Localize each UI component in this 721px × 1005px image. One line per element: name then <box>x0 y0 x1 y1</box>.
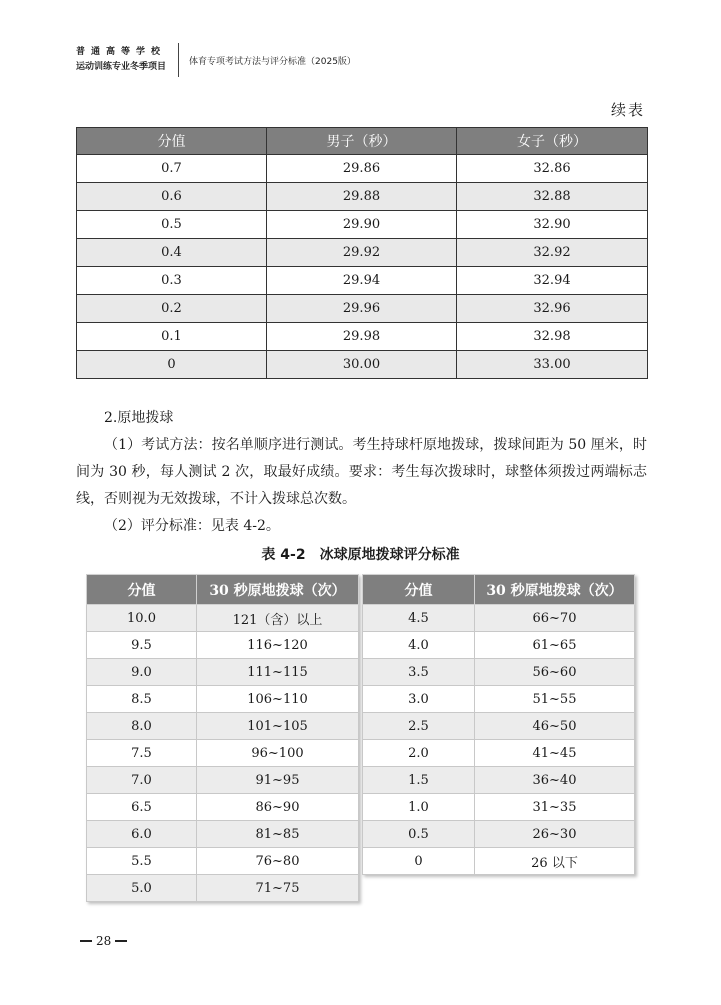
table-cell: 8.0 <box>87 713 197 740</box>
table-cell: 7.5 <box>87 740 197 767</box>
table-row <box>363 794 635 821</box>
column-header: 分值 <box>363 575 475 605</box>
table-cell: 1.0 <box>363 794 475 821</box>
table-row <box>363 659 635 686</box>
table-row <box>77 351 648 379</box>
table-cell: 0.1 <box>77 323 267 351</box>
table-cell: 86~90 <box>197 794 359 821</box>
column-header: 30 秒原地拨球（次） <box>197 575 359 605</box>
table-row <box>363 848 635 875</box>
table-cell: 111~115 <box>197 659 359 686</box>
table-cell: 9.0 <box>87 659 197 686</box>
table-row <box>363 821 635 848</box>
table-cell: 26 以下 <box>475 848 635 875</box>
table-cell: 6.0 <box>87 821 197 848</box>
table-cell: 121（含）以上 <box>197 605 359 632</box>
column-header: 男子（秒） <box>267 128 457 155</box>
table-row <box>87 686 359 713</box>
table-row <box>363 767 635 794</box>
table-cell: 51~55 <box>475 686 635 713</box>
table-row <box>363 605 635 632</box>
table1-header <box>77 128 648 155</box>
school-line-1: 普通高等学校 <box>76 47 167 57</box>
header-divider <box>178 43 179 77</box>
table-row <box>87 740 359 767</box>
table-row <box>87 713 359 740</box>
table-cell: 33.00 <box>457 351 648 379</box>
section-title: 2.原地拨球 <box>104 410 174 426</box>
table-cell: 36~40 <box>475 767 635 794</box>
table-cell: 3.5 <box>363 659 475 686</box>
table-row <box>77 183 648 211</box>
table-cell: 56~60 <box>475 659 635 686</box>
continued-label: 续表 <box>610 101 645 119</box>
table-cell: 4.5 <box>363 605 475 632</box>
table-cell: 0.4 <box>77 239 267 267</box>
page-number-dash-right <box>115 940 127 942</box>
table-cell: 29.94 <box>267 267 457 295</box>
column-header: 分值 <box>87 575 197 605</box>
table-cell: 0.2 <box>77 295 267 323</box>
table-row <box>87 794 359 821</box>
table-row <box>87 767 359 794</box>
table2-caption: 表 4-2 冰球原地拨球评分标准 <box>261 547 460 563</box>
table-cell: 30.00 <box>267 351 457 379</box>
school-name <box>76 45 166 75</box>
table-cell: 32.94 <box>457 267 648 295</box>
page-number <box>76 934 131 948</box>
table-cell: 101~105 <box>197 713 359 740</box>
table-cell: 2.0 <box>363 740 475 767</box>
table-cell: 32.98 <box>457 323 648 351</box>
column-header: 30 秒原地拨球（次） <box>475 575 635 605</box>
table-cell: 29.96 <box>267 295 457 323</box>
table-row <box>77 295 648 323</box>
table-cell: 71~75 <box>197 875 359 902</box>
document-title: 体育专项考试方法与评分标准（2025版） <box>189 56 356 67</box>
table-row <box>87 659 359 686</box>
table-cell: 0.3 <box>77 267 267 295</box>
table1-body <box>77 155 648 379</box>
table-cell: 29.98 <box>267 323 457 351</box>
table-row <box>77 211 648 239</box>
page-number-value: 28 <box>96 934 112 948</box>
table-row <box>77 267 648 295</box>
table-cell: 4.0 <box>363 632 475 659</box>
table-cell: 32.92 <box>457 239 648 267</box>
column-header: 分值 <box>77 128 267 155</box>
table-cell: 76~80 <box>197 848 359 875</box>
table-cell: 0.6 <box>77 183 267 211</box>
table-cell: 8.5 <box>87 686 197 713</box>
table-cell: 61~65 <box>475 632 635 659</box>
table-row <box>87 848 359 875</box>
dribble-score-table-right <box>362 574 635 875</box>
table-row <box>363 632 635 659</box>
table-cell: 81~85 <box>197 821 359 848</box>
table-cell: 9.5 <box>87 632 197 659</box>
table-cell: 32.88 <box>457 183 648 211</box>
table-cell: 3.0 <box>363 686 475 713</box>
table-cell: 41~45 <box>475 740 635 767</box>
score-table-continued <box>76 127 648 379</box>
table-cell: 0.7 <box>77 155 267 183</box>
test-method-paragraph: （1）考试方法：按名单顺序进行测试。考生持球杆原地拨球，拨球间距为 50 厘米，时间为 30 秒，每人测试 2 次，取最好成绩。要求：考生每次拨球时，球整体须拨过两端标志线，否则视为无效拨球，不计入拨球总次数。 <box>76 437 647 507</box>
table-row <box>363 740 635 767</box>
table-cell: 106~110 <box>197 686 359 713</box>
table-cell: 91~95 <box>197 767 359 794</box>
table-cell: 5.0 <box>87 875 197 902</box>
table-row <box>77 239 648 267</box>
school-line-2: 运动训练专业冬季项目 <box>76 62 167 72</box>
table-cell: 0.5 <box>77 211 267 239</box>
table-cell: 66~70 <box>475 605 635 632</box>
table-cell: 29.92 <box>267 239 457 267</box>
table-cell: 6.5 <box>87 794 197 821</box>
table-cell: 31~35 <box>475 794 635 821</box>
table-cell: 0.5 <box>363 821 475 848</box>
table-cell: 10.0 <box>87 605 197 632</box>
table-cell: 29.90 <box>267 211 457 239</box>
table-cell: 32.96 <box>457 295 648 323</box>
table-cell: 0 <box>363 848 475 875</box>
scoring-standard-paragraph: （2）评分标准：见表 4-2。 <box>104 518 280 534</box>
table-cell: 29.86 <box>267 155 457 183</box>
page-header <box>76 42 356 78</box>
table-cell: 7.0 <box>87 767 197 794</box>
dribble-score-table-left <box>86 574 359 902</box>
table-cell: 96~100 <box>197 740 359 767</box>
table-cell: 5.5 <box>87 848 197 875</box>
table-cell: 0 <box>77 351 267 379</box>
table-row <box>87 632 359 659</box>
table-cell: 116~120 <box>197 632 359 659</box>
table-row <box>77 323 648 351</box>
table-row <box>363 713 635 740</box>
table-cell: 29.88 <box>267 183 457 211</box>
table-cell: 46~50 <box>475 713 635 740</box>
table-row <box>87 875 359 902</box>
table-row <box>87 821 359 848</box>
table-row <box>363 686 635 713</box>
table-cell: 26~30 <box>475 821 635 848</box>
page-number-dash-left <box>80 940 92 942</box>
table-row <box>87 605 359 632</box>
table-row <box>77 155 648 183</box>
table-cell: 32.90 <box>457 211 648 239</box>
table-cell: 1.5 <box>363 767 475 794</box>
table-cell: 32.86 <box>457 155 648 183</box>
table-cell: 2.5 <box>363 713 475 740</box>
column-header: 女子（秒） <box>457 128 648 155</box>
